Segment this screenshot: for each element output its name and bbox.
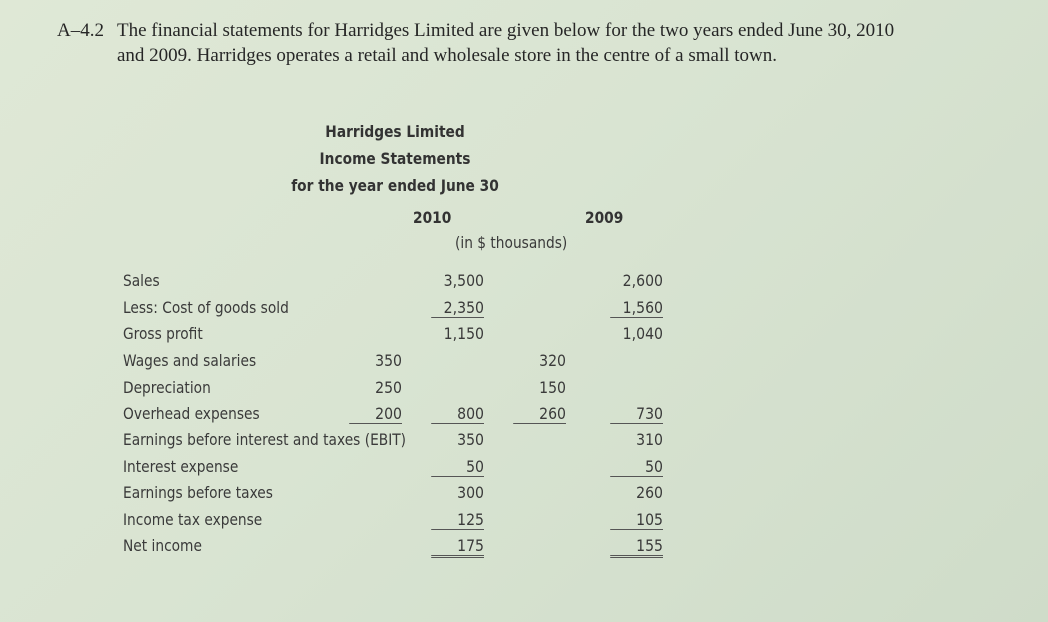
label-tax: Income tax expense bbox=[123, 510, 263, 529]
total-expenses-2010: 800 bbox=[431, 404, 484, 424]
label-ebt: Earnings before taxes bbox=[123, 483, 273, 502]
interest-2009: 50 bbox=[610, 457, 663, 477]
net-income-2010: 175 bbox=[431, 536, 484, 558]
ebit-2009: 310 bbox=[636, 430, 663, 449]
ebit-2010: 350 bbox=[457, 430, 484, 449]
wages-2009: 320 bbox=[539, 351, 566, 370]
ebt-2010: 300 bbox=[457, 483, 484, 502]
wages-2010: 350 bbox=[375, 351, 402, 370]
label-interest: Interest expense bbox=[123, 457, 239, 476]
net-income-2009: 155 bbox=[610, 536, 663, 558]
statement-title: Income Statements bbox=[319, 149, 471, 168]
problem-statement bbox=[57, 18, 1017, 68]
label-gross-profit: Gross profit bbox=[123, 324, 203, 343]
total-expenses-2009: 730 bbox=[610, 404, 663, 424]
label-ebit: Earnings before interest and taxes (EBIT) bbox=[123, 430, 407, 449]
year-2010-header: 2010 bbox=[413, 208, 452, 227]
problem-line-2: and 2009. Harridges operates a retail and wholesale store in the centre of a small town. bbox=[117, 45, 778, 66]
year-2009-header: 2009 bbox=[585, 208, 624, 227]
ebt-2009: 260 bbox=[636, 483, 663, 502]
problem-number: A–4.2 bbox=[57, 20, 104, 41]
label-cogs: Less: Cost of goods sold bbox=[123, 298, 289, 317]
label-net-income: Net income bbox=[123, 536, 202, 555]
label-sales: Sales bbox=[123, 271, 160, 290]
tax-2010: 125 bbox=[431, 510, 484, 530]
depreciation-2010: 250 bbox=[375, 378, 402, 397]
cogs-2009: 1,560 bbox=[610, 298, 663, 318]
gross-profit-2009: 1,040 bbox=[622, 324, 663, 343]
interest-2010: 50 bbox=[431, 457, 484, 477]
units-note: (in $ thousands) bbox=[455, 233, 568, 252]
depreciation-2009: 150 bbox=[539, 378, 566, 397]
gross-profit-2010: 1,150 bbox=[443, 324, 484, 343]
label-depreciation: Depreciation bbox=[123, 378, 211, 397]
sales-2010: 3,500 bbox=[443, 271, 484, 290]
statement-period: for the year ended June 30 bbox=[291, 176, 499, 195]
tax-2009: 105 bbox=[610, 510, 663, 530]
cogs-2010: 2,350 bbox=[431, 298, 484, 318]
label-overhead: Overhead expenses bbox=[123, 404, 260, 423]
label-wages: Wages and salaries bbox=[123, 351, 257, 370]
overhead-2009: 260 bbox=[513, 404, 566, 424]
overhead-2010: 200 bbox=[349, 404, 402, 424]
company-name: Harridges Limited bbox=[325, 122, 465, 141]
sales-2009: 2,600 bbox=[622, 271, 663, 290]
problem-line-1: The financial statements for Harridges Limited are given below for the two years ended June 30, 2010 bbox=[117, 20, 895, 41]
